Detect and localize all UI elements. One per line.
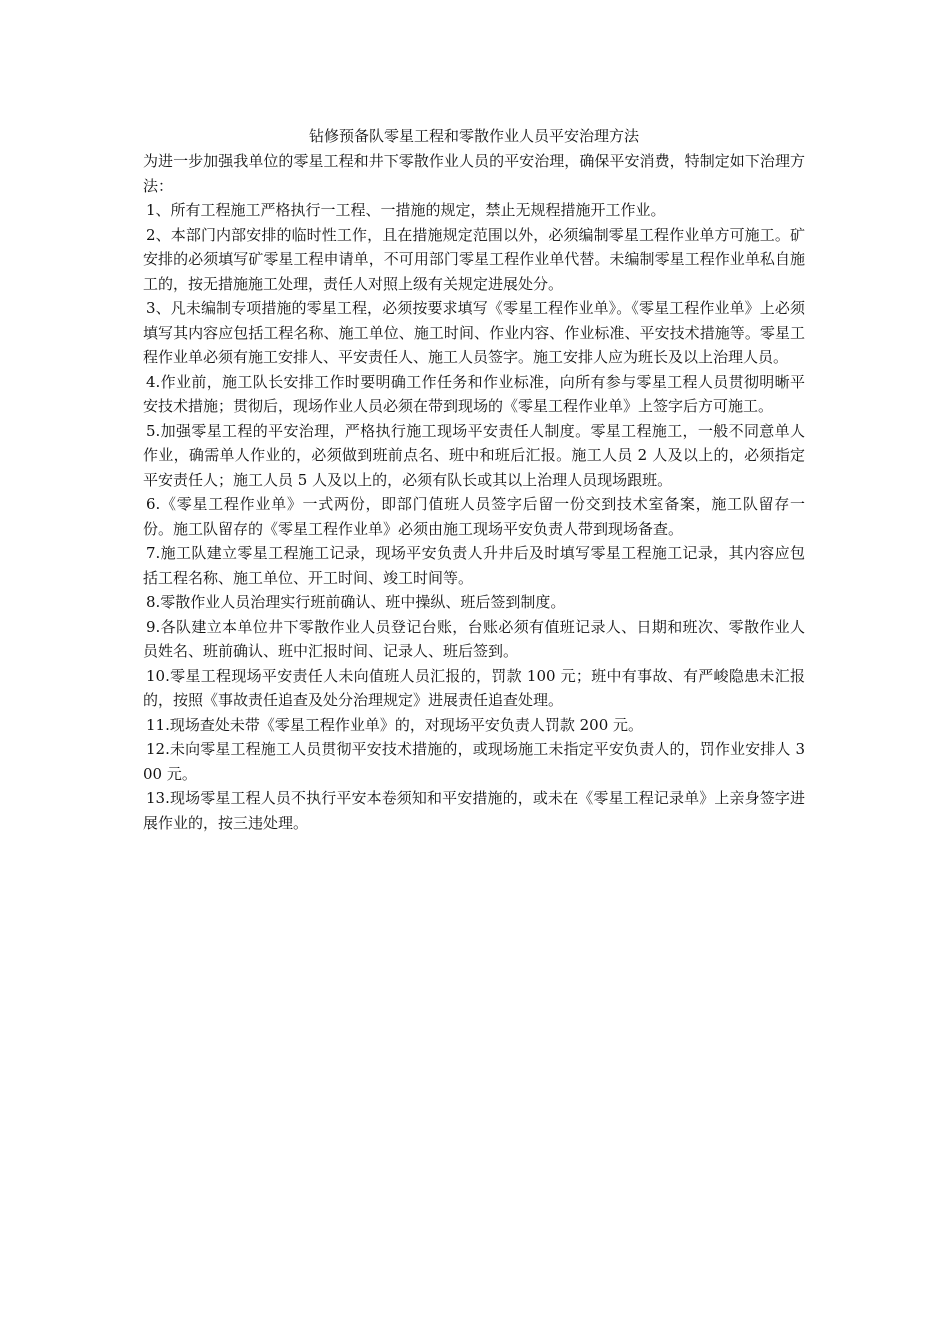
rule-item-10: 10.零星工程现场平安责任人未向值班人员汇报的，罚款 100 元；班中有事故、有严峻隐患未汇报的，按照《事故责任追查及处分治理规定》进展责任追查处理。: [143, 666, 805, 709]
rule-item-13: 13.现场零星工程人员不执行平安本卷须知和平安措施的，或未在《零星工程记录单》上亲身签字进展作业的，按三违处理。: [143, 789, 805, 832]
rule-item-5: 5.加强零星工程的平安治理，严格执行施工现场平安责任人制度。零星工程施工，一般不同意单人作业，确需单人作业的，必须做到班前点名、班中和班后汇报。施工人员 2 人及以上的，必须指定平安责任人；施工人员 5 人及以上的，必须有队长或其以上治理人员现场跟班。: [143, 421, 805, 489]
rule-item-9: 9.各队建立本单位井下零散作业人员登记台账，台账必须有值班记录人、日期和班次、零散作业人员姓名、班前确认、班中汇报时间、记录人、班后签到。: [143, 617, 805, 660]
rule-item-1: 1、所有工程施工严格执行一工程、一措施的规定，禁止无规程措施开工作业。: [146, 201, 666, 219]
rule-item-7: 7.施工队建立零星工程施工记录，现场平安负责人升井后及时填写零星工程施工记录，其内容应包括工程名称、施工单位、开工时间、竣工时间等。: [143, 544, 805, 587]
rule-item-12: 12.未向零星工程施工人员贯彻平安技术措施的，或现场施工未指定平安负责人的，罚作业安排人 300 元。: [143, 740, 805, 783]
rule-item-4: 4.作业前，施工队长安排工作时要明确工作任务和作业标准，向所有参与零星工程人员贯彻明晰平安技术措施；贯彻后，现场作业人员必须在带到现场的《零星工程作业单》上签字后方可施工。: [143, 372, 805, 415]
rule-item-6: 6.《零星工程作业单》一式两份，即部门值班人员签字后留一份交到技术室备案，施工队留存一份。施工队留存的《零星工程作业单》必须由施工现场平安负责人带到现场备查。: [143, 495, 805, 538]
document-body: [143, 124, 805, 835]
rule-item-2: 2、本部门内部安排的临时性工作，且在措施规定范围以外，必须编制零星工程作业单方可施工。矿安排的必须填写矿零星工程申请单，不可用部门零星工程作业单代替。未编制零星工程作业单私自施工的，按无措施施工处理，责任人对照上级有关规定进展处分。: [143, 225, 805, 293]
intro-paragraph: 为进一步加强我单位的零星工程和井下零散作业人员的平安治理，确保平安消费，特制定如下治理方法：: [143, 152, 805, 195]
rule-item-11: 11.现场查处未带《零星工程作业单》的，对现场平安负责人罚款 200 元。: [146, 715, 644, 734]
rule-item-8: 8.零散作业人员治理实行班前确认、班中操纵、班后签到制度。: [146, 593, 566, 611]
document-title: 钻修预备队零星工程和零散作业人员平安治理方法: [308, 127, 639, 145]
rule-item-3: 3、凡未编制专项措施的零星工程，必须按要求填写《零星工程作业单》。《零星工程作业单》上必须填写其内容应包括工程名称、施工单位、施工时间、作业内容、作业标准、平安技术措施等。零星工程作业单必须有施工安排人、平安责任人、施工人员签字。施工安排人应为班长及以上治理人员。: [143, 299, 805, 366]
